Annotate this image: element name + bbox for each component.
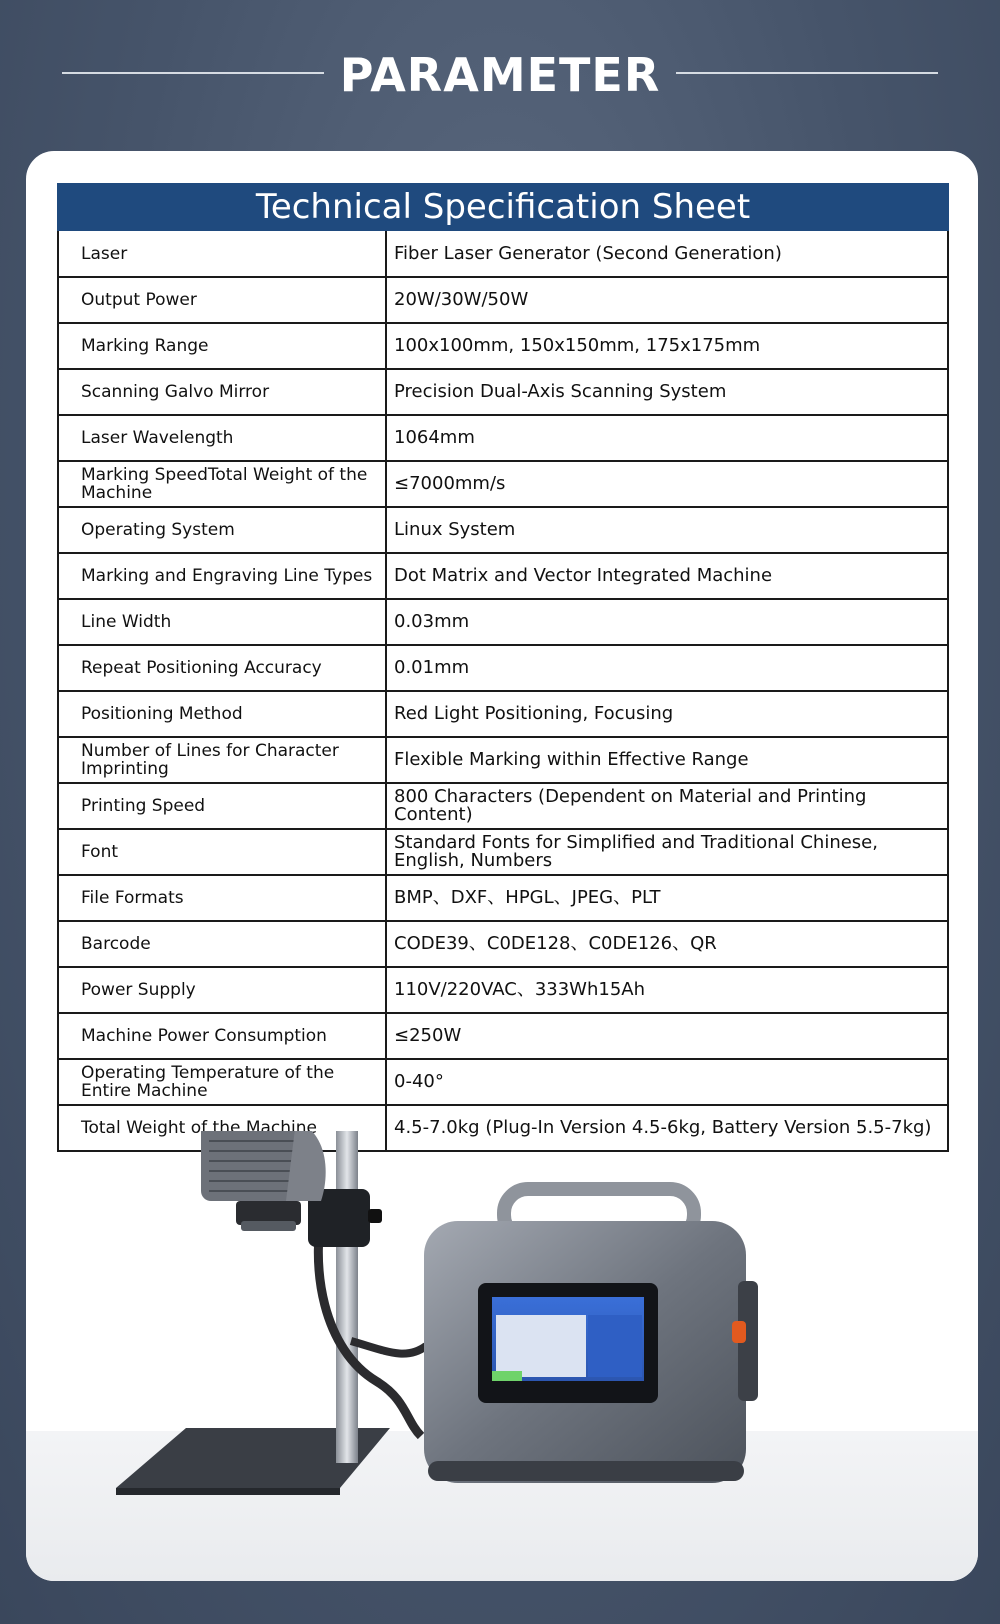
spec-value: Precision Dual-Axis Scanning System: [386, 369, 948, 415]
spec-label: Positioning Method: [58, 691, 386, 737]
spec-value: 110V/220VAC、333Wh15Ah: [386, 967, 948, 1013]
page-header: [0, 40, 1000, 110]
spec-value: BMP、DXF、HPGL、JPEG、PLT: [386, 875, 948, 921]
spec-label: Marking and Engraving Line Types: [58, 553, 386, 599]
spec-value: ≤250W: [386, 1013, 948, 1059]
table-row: [58, 1059, 948, 1105]
table-row: [58, 783, 948, 829]
spec-label: Marking SpeedTotal Weight of the Machine: [58, 461, 386, 507]
spec-label: Font: [58, 829, 386, 875]
table-row: [58, 507, 948, 553]
spec-value: Red Light Positioning, Focusing: [386, 691, 948, 737]
spec-value: Fiber Laser Generator (Second Generation): [386, 231, 948, 277]
table-row: [58, 415, 948, 461]
spec-label: Line Width: [58, 599, 386, 645]
spec-value: CODE39、C0DE128、C0DE126、QR: [386, 921, 948, 967]
spec-label: Machine Power Consumption: [58, 1013, 386, 1059]
table-row: [58, 691, 948, 737]
spec-value: 100x100mm, 150x150mm, 175x175mm: [386, 323, 948, 369]
spec-card: [26, 151, 978, 1581]
spec-label: Laser: [58, 231, 386, 277]
spec-label: Number of Lines for Character Imprinting: [58, 737, 386, 783]
spec-value: 20W/30W/50W: [386, 277, 948, 323]
spec-label: Scanning Galvo Mirror: [58, 369, 386, 415]
spec-value: 800 Characters (Dependent on Material and Printing Content): [386, 783, 948, 829]
spec-label: Operating Temperature of the Entire Machine: [58, 1059, 386, 1105]
spec-value: 0-40°: [386, 1059, 948, 1105]
table-row: [58, 875, 948, 921]
spec-value: ≤7000mm/s: [386, 461, 948, 507]
table-row: [58, 737, 948, 783]
spec-label: Marking Range: [58, 323, 386, 369]
sheet-title: Technical Specification Sheet: [57, 183, 949, 231]
spec-table: [57, 231, 949, 1152]
laser-marker-illustration: [26, 1131, 978, 1581]
spec-value: Linux System: [386, 507, 948, 553]
table-row: [58, 967, 948, 1013]
spec-value: 1064mm: [386, 415, 948, 461]
spec-value: Flexible Marking within Effective Range: [386, 737, 948, 783]
table-row: [58, 553, 948, 599]
table-row: [58, 921, 948, 967]
spec-label: Output Power: [58, 277, 386, 323]
spec-label: File Formats: [58, 875, 386, 921]
stand-pole: [336, 1131, 358, 1463]
table-row: [58, 231, 948, 277]
table-row: [58, 277, 948, 323]
header-divider-right: [676, 72, 938, 74]
table-row: [58, 461, 948, 507]
table-row: [58, 599, 948, 645]
table-row: [58, 645, 948, 691]
spec-value: 0.03mm: [386, 599, 948, 645]
spec-value: 0.01mm: [386, 645, 948, 691]
spec-value: Standard Fonts for Simplified and Traditional Chinese, English, Numbers: [386, 829, 948, 875]
spec-label: Operating System: [58, 507, 386, 553]
spec-value: Dot Matrix and Vector Integrated Machine: [386, 553, 948, 599]
table-row: [58, 829, 948, 875]
spec-label: Repeat Positioning Accuracy: [58, 645, 386, 691]
spec-label: Barcode: [58, 921, 386, 967]
spec-label: Power Supply: [58, 967, 386, 1013]
page-title: PARAMETER: [339, 48, 661, 102]
table-row: [58, 369, 948, 415]
table-row: [58, 1013, 948, 1059]
spec-label: Laser Wavelength: [58, 415, 386, 461]
spec-label: Printing Speed: [58, 783, 386, 829]
spec-label: Total Weight of the Machine: [58, 1105, 386, 1151]
spec-value: 4.5-7.0kg (Plug-In Version 4.5-6kg, Battery Version 5.5-7kg): [386, 1105, 948, 1151]
table-row: [58, 323, 948, 369]
